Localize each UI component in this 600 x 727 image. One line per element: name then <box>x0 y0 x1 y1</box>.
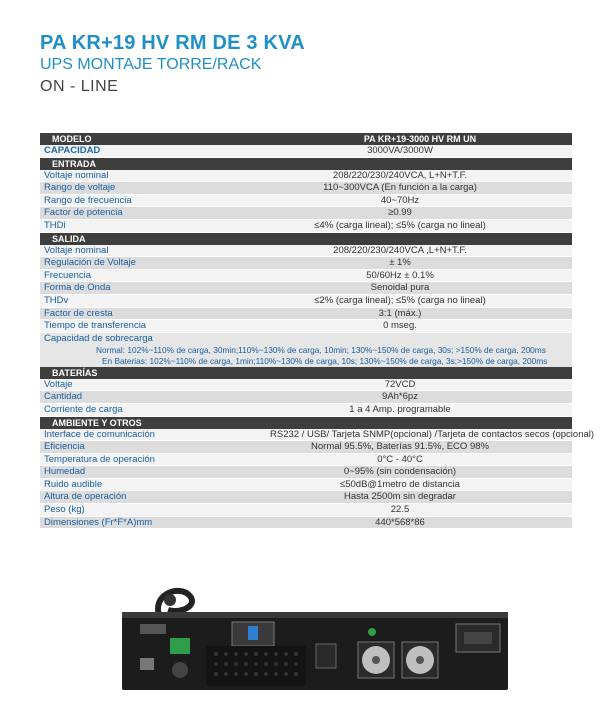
spec-value: 208/220/230/240VCA ,L+N+T.F. <box>333 244 467 256</box>
spec-label: Regulación de Voltaje <box>44 257 136 269</box>
output-outlet-right <box>402 642 438 678</box>
spec-row <box>40 491 572 504</box>
spec-value: ≤4% (carga lineal); ≤5% (carga no lineal) <box>314 219 486 231</box>
cable-plug <box>164 594 176 606</box>
overload-normal: Normal: 102%~110% de carga, 30min;110%~130% de carga, 10min; 130%~150% de carga, 30s; >150% de carga, 200ms <box>96 344 546 355</box>
epo-terminal <box>170 638 190 654</box>
spec-label: Forma de Onda <box>44 282 111 294</box>
spec-value: 110~300VCA (En función a la carga) <box>323 182 477 194</box>
mode-label: ON - LINE <box>40 78 119 95</box>
spec-label: Eficiencia <box>44 441 85 453</box>
salida-rows <box>40 245 572 333</box>
spec-table <box>40 133 595 529</box>
section-baterias <box>40 367 572 379</box>
model-header-row <box>40 133 572 145</box>
spec-value: ≤2% (carga lineal); ≤5% (carga no lineal) <box>314 294 486 306</box>
section-salida <box>40 233 572 245</box>
model-label: MODELO <box>52 134 92 144</box>
spec-value: ± 1% <box>389 257 411 269</box>
model-value: PA KR+19-3000 HV RM UN <box>363 134 477 144</box>
spec-row <box>40 257 572 270</box>
spec-label: Humedad <box>44 466 86 478</box>
baterias-rows <box>40 379 572 417</box>
spec-value: 9Ah*6pz <box>382 391 418 403</box>
spec-label: Factor de potencia <box>44 207 123 219</box>
spec-label: Temperatura de operación <box>44 453 155 465</box>
snmp-card <box>248 626 258 640</box>
spec-value: RS232 / USB/ Tarjeta SNMP(opcional) /Tarjeta de contactos secos (opcional) <box>270 428 595 440</box>
usb-port <box>140 658 154 670</box>
spec-row <box>40 517 572 530</box>
fan-left <box>172 662 188 678</box>
spec-value: 50/60Hz ± 0.1% <box>366 269 434 281</box>
entrada-rows <box>40 170 572 233</box>
capacity-row <box>40 145 572 158</box>
spec-row <box>40 282 572 295</box>
spec-row <box>40 504 572 517</box>
spec-row <box>40 320 572 333</box>
output-breaker <box>316 644 336 668</box>
spec-label: Frecuencia <box>44 269 91 281</box>
spec-value: 22.5 <box>390 504 410 516</box>
spec-label: Peso (kg) <box>44 504 85 516</box>
capacity-label: CAPACIDAD <box>44 145 101 156</box>
spec-row <box>40 379 572 392</box>
spec-label: THDv <box>44 294 69 306</box>
spec-row <box>40 391 572 404</box>
spec-label: THDi <box>44 219 66 231</box>
spec-row <box>40 170 572 183</box>
section-title: BATERÍAS <box>52 367 98 378</box>
section-title: AMBIENTE Y OTROS <box>52 417 142 428</box>
spec-label: Ruido audible <box>44 478 103 490</box>
page-title: PA KR+19 HV RM DE 3 KVA <box>40 32 305 54</box>
spec-row <box>40 454 572 467</box>
chassis-top-edge <box>122 612 508 618</box>
spec-row <box>40 308 572 321</box>
spec-row <box>40 295 572 308</box>
ambiente-rows <box>40 428 595 530</box>
spec-value: 40~70Hz <box>380 194 420 206</box>
spec-label: Voltaje nominal <box>44 169 109 181</box>
spec-value: Normal 95.5%, Baterías 91.5%, ECO 98% <box>311 441 489 453</box>
spec-value: 440*568*86 <box>375 516 425 528</box>
indicator-led <box>368 628 376 636</box>
spec-label: Rango de frecuencia <box>44 194 132 206</box>
spec-value: 0 mseg. <box>383 320 417 332</box>
spec-label: Factor de cresta <box>44 307 113 319</box>
spec-value: ≥0.99 <box>388 207 412 219</box>
rs232-port <box>140 624 166 634</box>
spec-row <box>40 428 595 442</box>
capacity-value: 3000VA/3000W <box>367 145 433 156</box>
overload-label: Capacidad de sobrecarga <box>44 332 153 344</box>
spec-label: Tiempo de transferencia <box>44 320 147 332</box>
spec-label: Altura de operación <box>44 491 127 503</box>
page-subtitle: UPS MONTAJE TORRE/RACK <box>40 56 262 73</box>
spec-value: Senoidal pura <box>370 282 430 294</box>
spec-label: Corriente de carga <box>44 403 123 415</box>
spec-value: Hasta 2500m sin degradar <box>344 491 456 503</box>
output-outlet-left <box>358 642 394 678</box>
spec-value: 3:1 (máx.) <box>378 307 422 319</box>
spec-label: Rango de voltaje <box>44 182 116 194</box>
overload-row <box>40 333 572 367</box>
fan-grille <box>206 646 306 686</box>
section-entrada <box>40 158 572 170</box>
spec-value: 1 a 4 Amp. programable <box>349 403 451 415</box>
spec-value: ≤50dB@1metro de distancia <box>340 478 460 490</box>
section-ambiente <box>40 417 572 429</box>
spec-row <box>40 207 572 220</box>
section-title: ENTRADA <box>52 158 96 169</box>
spec-value: 0°C - 40°C <box>377 453 423 465</box>
section-title: SALIDA <box>52 233 86 244</box>
ups-rear-panel-image <box>120 584 510 692</box>
spec-row <box>40 182 572 195</box>
spec-label: Voltaje nominal <box>44 244 109 256</box>
input-terminal <box>464 632 492 644</box>
spec-row <box>40 441 572 454</box>
spec-row <box>40 220 572 233</box>
spec-row <box>40 479 572 492</box>
spec-label: Interface de comunicación <box>44 428 155 440</box>
spec-row <box>40 270 572 283</box>
spec-row <box>40 245 572 258</box>
spec-row <box>40 195 572 208</box>
spec-label: Dimensiones (Fr*F*A)mm <box>44 516 153 528</box>
spec-value: 208/220/230/240VCA, L+N+T.F. <box>332 169 468 181</box>
spec-label: Cantidad <box>44 391 83 403</box>
spec-row <box>40 404 572 417</box>
overload-battery: En Baterias: 102%~110% de carga, 1min;110%~130% de carga, 10s; 130%~150% de carga, 3s;>150% de carga, 200ms <box>102 355 548 366</box>
spec-label: Voltaje <box>44 378 73 390</box>
spec-row <box>40 466 572 479</box>
spec-value: 72VCD <box>384 378 416 390</box>
spec-value: 0~95% (sin condensación) <box>343 466 457 478</box>
